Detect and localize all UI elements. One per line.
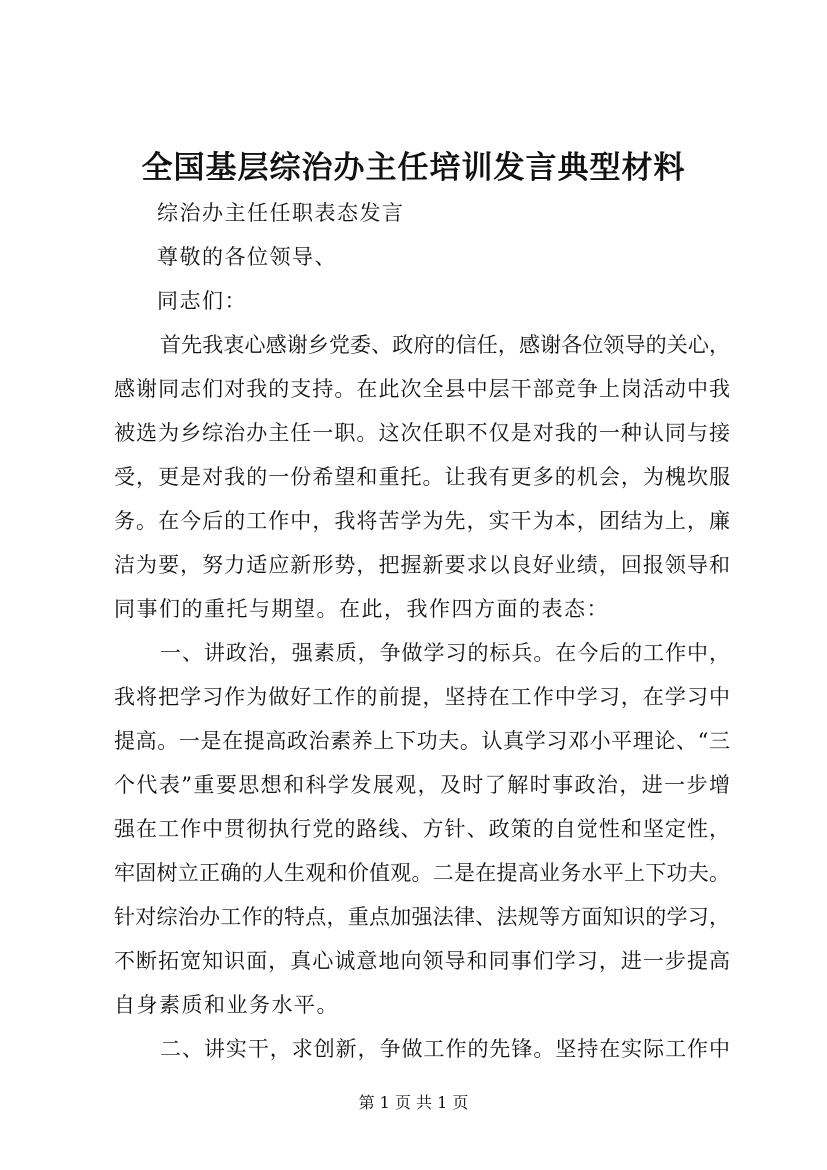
body-line: 我将把学习作为做好工作的前提，坚持在工作中学习，在学习中: [114, 685, 730, 709]
body-line: 一、讲政治，强素质，争做学习的标兵。在今后的工作中，: [160, 641, 730, 665]
body-line: 针对综治办工作的特点，重点加强法律、法规等方面知识的学习，: [114, 905, 730, 929]
body-line: 务。在今后的工作中，我将苦学为先，实干为本，团结为上，廉: [114, 509, 730, 533]
body-line: 自身素质和业务水平。: [114, 993, 339, 1017]
salutation-line-1: 尊敬的各位领导、: [157, 245, 337, 269]
body-line: 个代表”重要思想和科学发展观，及时了解时事政治，进一步增: [114, 773, 730, 797]
body-line: 提高。一是在提高政治素养上下功夫。认真学习邓小平理论、“三: [114, 729, 730, 753]
body-line: 牢固树立正确的人生观和价值观。二是在提高业务水平上下功夫。: [114, 861, 730, 885]
document-subtitle: 综治办主任任职表态发言: [157, 201, 405, 225]
page-footer: 第 1 页 共 1 页: [358, 1093, 469, 1112]
body-line: 首先我衷心感谢乡党委、政府的信任，感谢各位领导的关心，: [160, 333, 730, 357]
body-line: 受，更是对我的一份希望和重托。让我有更多的机会，为槐坎服: [114, 465, 730, 489]
body-line: 感谢同志们对我的支持。在此次全县中层干部竞争上岗活动中我: [114, 377, 730, 401]
document-title: 全国基层综治办主任培训发言典型材料: [141, 150, 686, 186]
body-line: 洁为要，努力适应新形势，把握新要求以良好业绩，回报领导和: [114, 553, 730, 577]
body-line: 强在工作中贯彻执行党的路线、方针、政策的自觉性和坚定性，: [114, 817, 730, 841]
body-line: 二、讲实干，求创新，争做工作的先锋。坚持在实际工作中: [160, 1037, 730, 1061]
body-line: 被选为乡综治办主任一职。这次任职不仅是对我的一种认同与接: [114, 421, 730, 445]
salutation-line-2: 同志们：: [157, 289, 247, 313]
body-line: 不断拓宽知识面，真心诚意地向领导和同事们学习，进一步提高: [114, 949, 730, 973]
body-line: 同事们的重托与期望。在此，我作四方面的表态：: [114, 597, 609, 621]
